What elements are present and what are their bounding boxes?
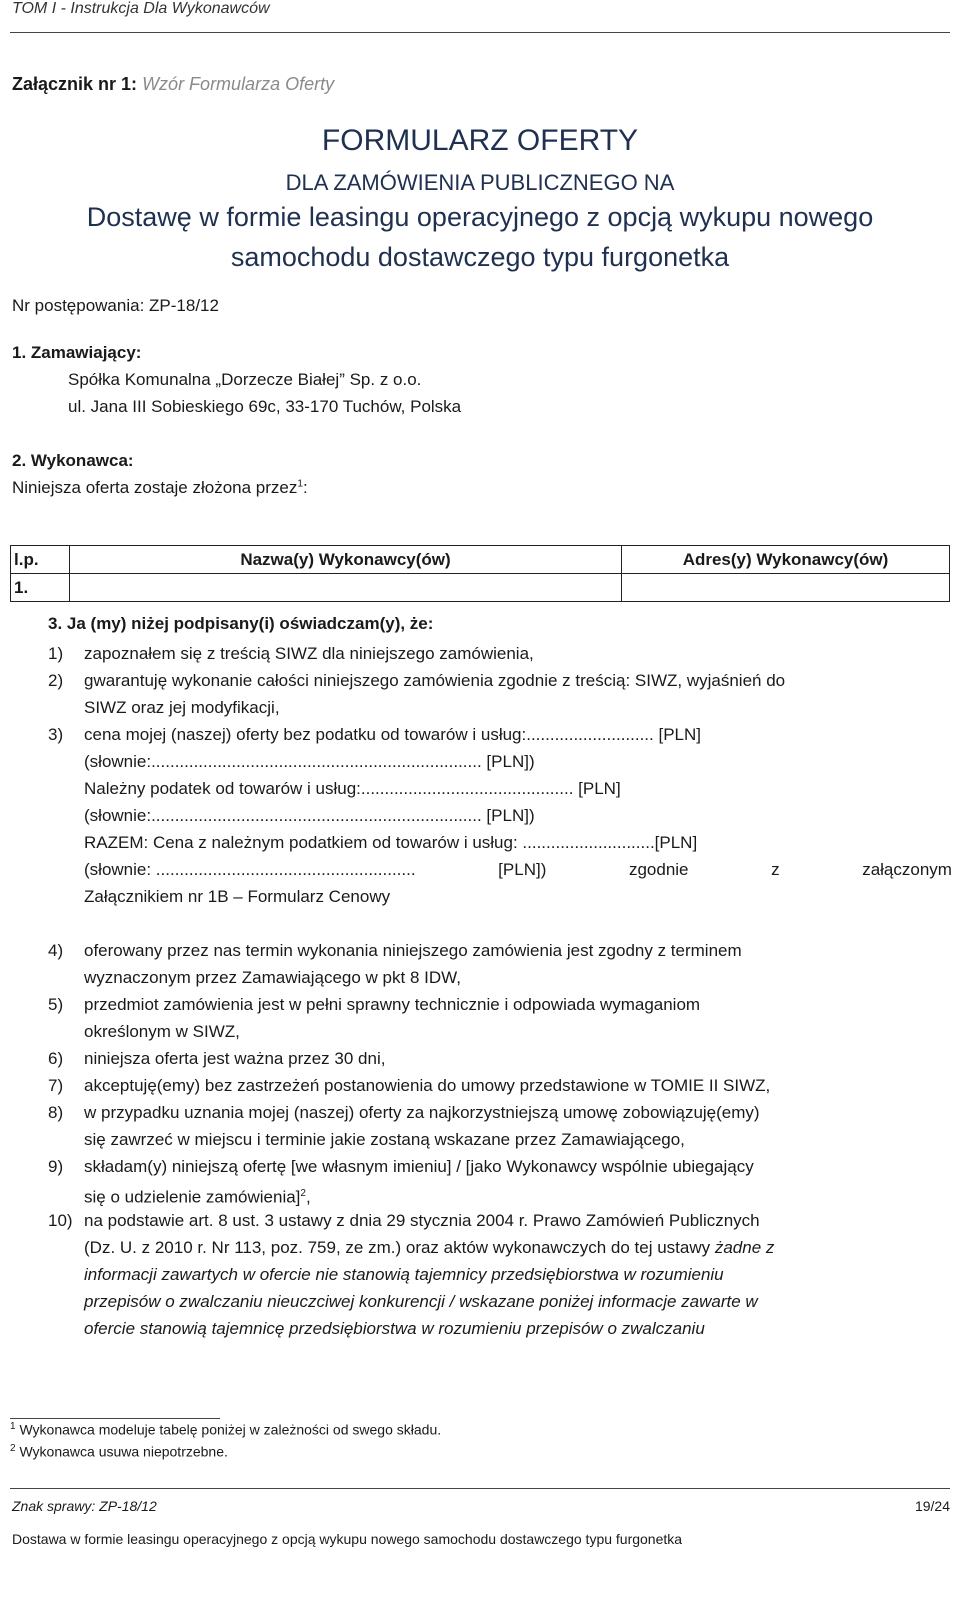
footnote-ref-2: 2 bbox=[300, 1188, 306, 1199]
footer-title: Dostawa w formie leasingu operacyjnego z opcją wykupu nowego samochodu dostawczego typu furgonetka bbox=[12, 1531, 683, 1547]
vat-line: Należny podatek od towarów i usług:............................................. [PLN] bbox=[84, 779, 621, 798]
attachment-label bbox=[12, 74, 334, 95]
item-number: 5) bbox=[48, 995, 64, 1014]
contractor-intro-text: Niniejsza oferta zostaje złożona przez bbox=[12, 478, 298, 497]
item-number: 4) bbox=[48, 941, 64, 960]
vat-words-line: (słownie:...................................................................... [PLN]) bbox=[84, 806, 535, 825]
footer-rule bbox=[10, 1488, 950, 1489]
item-text-line: oferowany przez nas termin wykonania niniejszego zamówienia jest zgodny z terminem bbox=[84, 941, 742, 960]
table-header-row bbox=[11, 546, 950, 574]
list-item bbox=[48, 1072, 952, 1099]
footnote: $^1$ Wykonawca modeluje tabelę poniżej w zależności od swego składu. bbox=[10, 1421, 442, 1438]
page-number: 19/24 bbox=[914, 1498, 950, 1514]
footnote: $^2$ Wykonawca usuwa niepotrzebne. bbox=[10, 1443, 228, 1460]
list-item bbox=[48, 991, 952, 1045]
subject-line-2: samochodu dostawczego typu furgonetka bbox=[230, 242, 730, 272]
item-number: 9) bbox=[48, 1157, 64, 1176]
section-2-heading: 2. Wykonawca: bbox=[12, 451, 134, 470]
total-line: RAZEM: Cena z należnym podatkiem od towarów i usług: ............................[PLN] bbox=[84, 833, 698, 852]
item-text: niniejsza oferta jest ważna przez 30 dni, bbox=[84, 1049, 386, 1068]
contracting-authority-name: Spółka Komunalna „Dorzecze Białej” Sp. z o.o. bbox=[68, 370, 422, 389]
item-number: 6) bbox=[48, 1049, 64, 1068]
item-text-line: gwarantuję wykonanie całości niniejszego zamówienia zgodnie z treścią: SIWZ, wyjaśnień do bbox=[84, 671, 786, 690]
item-number: 2) bbox=[48, 671, 64, 690]
item-text-line: ofercie stanowią tajemnicę przedsiębiorstwa w rozumieniu przepisów o zwalczaniu bbox=[84, 1319, 705, 1338]
item-text-line: składam(y) niniejszą ofertę [we własnym imieniu] / [jako Wykonawcy wspólnie ubiegający bbox=[84, 1157, 754, 1176]
colon: : bbox=[302, 478, 308, 497]
item-number: 8) bbox=[48, 1103, 64, 1122]
item-text-line: (Dz. U. z 2010 r. Nr 113, poz. 759, ze zm.) oraz aktów wykonawczych do tej ustawy żadne z bbox=[84, 1238, 775, 1257]
list-item bbox=[48, 1045, 952, 1072]
item-text-line: informacji zawartych w ofercie nie stanowią tajemnicy przedsiębiorstwa w rozumieniu bbox=[84, 1265, 724, 1284]
contracting-authority-address: ul. Jana III Sobieskiego 69c, 33-170 Tuchów, Polska bbox=[68, 397, 462, 416]
item-text-line: na podstawie art. 8 ust. 3 ustawy z dnia 29 stycznia 2004 r. Prawo Zamówień Publicznych bbox=[84, 1211, 760, 1230]
list-item bbox=[48, 1153, 952, 1211]
contractor-intro bbox=[12, 478, 308, 498]
attachment-prefix: Załącznik nr 1: bbox=[12, 74, 138, 94]
list-item bbox=[48, 640, 952, 667]
procedure-number: Nr postępowania: ZP-18/12 bbox=[12, 296, 219, 315]
col-address: Adres(y) Wykonawcy(ów) bbox=[622, 546, 950, 574]
item-text: zapoznałem się z treścią SIWZ dla niniejszego zamówienia, bbox=[84, 644, 534, 663]
section-3-heading: 3. Ja (my) niżej podpisany(i) oświadczam(y), że: bbox=[48, 614, 434, 633]
col-lp: l.p. bbox=[11, 546, 70, 574]
item-text-line: przedmiot zamówienia jest w pełni sprawny technicznie i odpowiada wymaganiom bbox=[84, 995, 701, 1014]
list-item bbox=[48, 1207, 952, 1342]
case-number: Znak sprawy: ZP-18/12 bbox=[12, 1498, 157, 1514]
item-text-line: SIWZ oraz jej modyfikacji, bbox=[84, 698, 280, 717]
form-title: FORMULARZ OFERTY bbox=[321, 124, 639, 157]
list-item bbox=[48, 667, 952, 721]
item-text-line: w przypadku uznania mojej (naszej) oferty za najkorzystniejszą umowę zobowiązuję(emy) bbox=[84, 1103, 760, 1122]
cell-name bbox=[70, 574, 622, 602]
footnote-ref-1: 1 bbox=[297, 478, 303, 490]
list-item bbox=[48, 937, 952, 991]
list-item bbox=[48, 721, 952, 910]
item-text-line: wyznaczonym przez Zamawiającego w pkt 8 IDW, bbox=[84, 968, 461, 987]
item-text-line: się o udzielenie zamówienia]$^2$, bbox=[84, 1187, 311, 1207]
list-item bbox=[48, 1099, 952, 1153]
footnote-separator bbox=[10, 1418, 220, 1419]
section-1-heading: 1. Zamawiający: bbox=[12, 343, 142, 362]
item-number: 1) bbox=[48, 644, 64, 663]
total-words-line: (słownie: ....................................................... [PLN]) zgodnie z załączonym bbox=[84, 860, 952, 879]
item-number: 10) bbox=[48, 1211, 73, 1230]
running-header: TOM I - Instrukcja Dla Wykonawców bbox=[12, 0, 270, 17]
contractor-table bbox=[10, 545, 950, 602]
subject-line-1: Dostawę w formie leasingu operacyjnego z opcją wykupu nowego bbox=[86, 202, 874, 232]
col-name: Nazwa(y) Wykonawcy(ów) bbox=[70, 546, 622, 574]
cell-lp: 1. bbox=[11, 574, 70, 602]
cell-address bbox=[622, 574, 950, 602]
price-net-line: cena mojej (naszej) oferty bez podatku od towarów i usług:........................... [PLN] bbox=[84, 725, 701, 744]
price-net-words-line: (słownie:...................................................................... [PLN]) bbox=[84, 752, 535, 771]
header-rule bbox=[10, 32, 950, 33]
item-text-line: określonym w SIWZ, bbox=[84, 1022, 240, 1041]
item-number: 3) bbox=[48, 725, 64, 744]
table-row bbox=[11, 574, 950, 602]
attachment-title: Wzór Formularza Oferty bbox=[142, 74, 335, 94]
item-text-line: przepisów o zwalczaniu nieuczciwej konkurencji / wskazane poniżej informacje zawarte w bbox=[84, 1292, 758, 1311]
item-text: akceptuję(emy) bez zastrzeżeń postanowienia do umowy przedstawione w TOMIE II SIWZ, bbox=[84, 1076, 771, 1095]
item-number: 7) bbox=[48, 1076, 64, 1095]
form-subtitle: DLA ZAMÓWIENIA PUBLICZNEGO NA bbox=[285, 170, 675, 195]
price-form-reference: Załącznikiem nr 1B – Formularz Cenowy bbox=[84, 887, 391, 906]
item-text-line: się zawrzeć w miejscu i terminie jakie zostaną wskazane przez Zamawiającego, bbox=[84, 1130, 685, 1149]
